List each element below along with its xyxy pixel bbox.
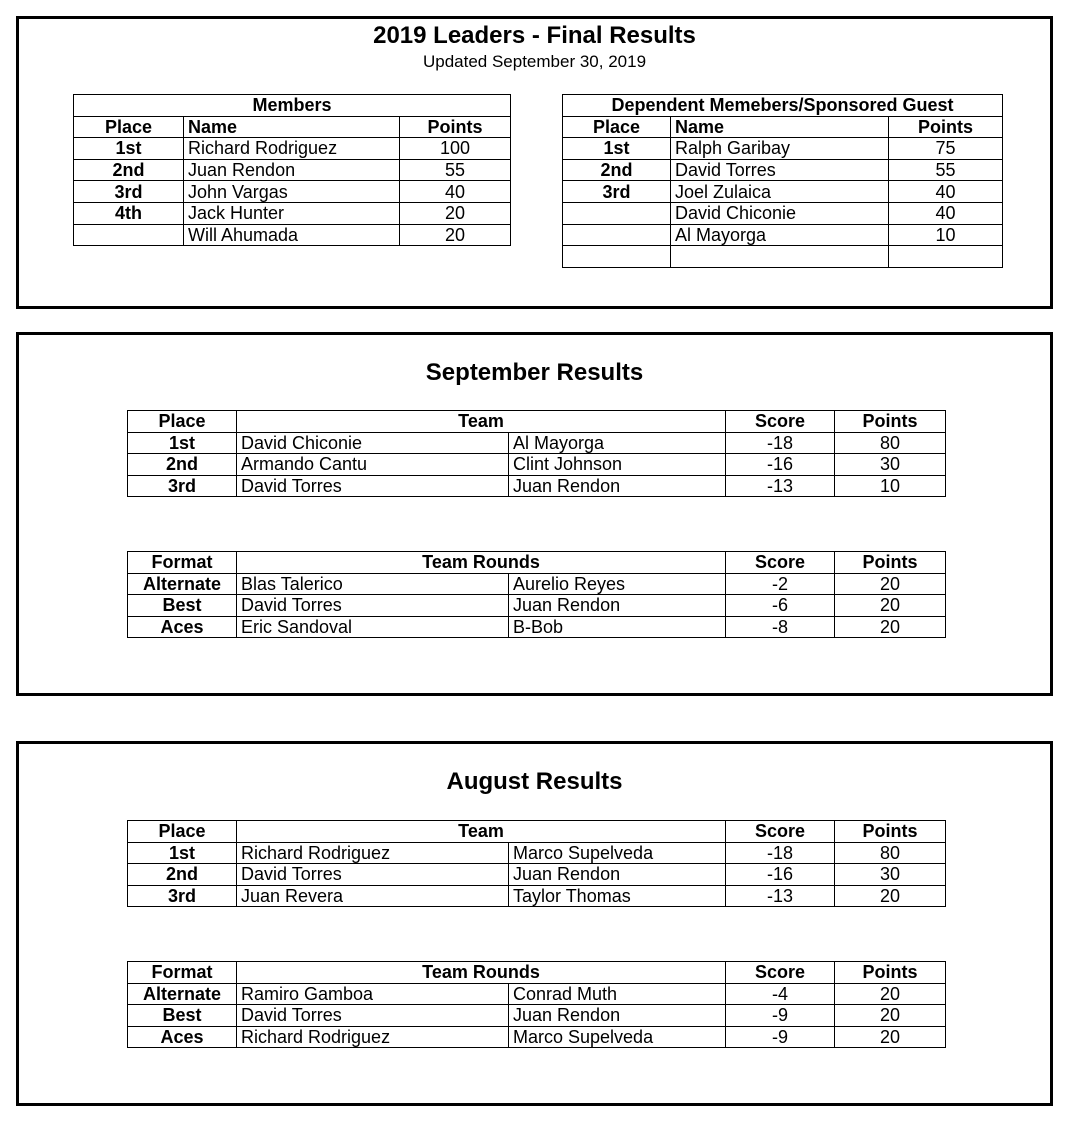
column-header: Place [74,116,184,138]
place-cell: 1st [128,432,237,454]
player-cell: Ramiro Gamboa [237,983,509,1005]
name-cell: Jack Hunter [184,202,400,224]
points-cell: 75 [889,138,1003,160]
table-row [128,616,946,638]
column-header: Score [726,962,835,984]
points-cell: 55 [400,159,511,181]
column-header: Points [835,411,946,433]
dependents-caption: Dependent Memebers/Sponsored Guest [563,95,1003,117]
table-row [563,202,1003,224]
score-cell: -2 [726,573,835,595]
table-row [128,475,946,497]
points-cell: 55 [889,159,1003,181]
score-cell: -6 [726,595,835,617]
name-cell: Will Ahumada [184,224,400,246]
player-cell: B-Bob [509,616,726,638]
september-rounds-table [127,551,946,638]
format-cell: Best [128,595,237,617]
player-cell: David Chiconie [237,432,509,454]
name-cell: John Vargas [184,181,400,203]
points-cell: 40 [889,181,1003,203]
name-cell: Al Mayorga [671,224,889,246]
name-cell: Joel Zulaica [671,181,889,203]
place-cell [563,246,671,268]
name-cell: David Torres [671,159,889,181]
september-team-table [127,410,946,497]
place-cell [74,224,184,246]
name-cell [671,246,889,268]
name-cell: Ralph Garibay [671,138,889,160]
place-cell: 2nd [563,159,671,181]
column-header: Team [237,821,726,843]
player-cell: David Torres [237,1005,509,1027]
player-cell: Armando Cantu [237,454,509,476]
column-header: Format [128,552,237,574]
table-row [128,983,946,1005]
points-cell: 10 [889,224,1003,246]
name-cell: Juan Rendon [184,159,400,181]
table-row [563,224,1003,246]
place-cell: 3rd [128,475,237,497]
column-header: Points [835,821,946,843]
leaders-panel [16,16,1053,309]
points-cell: 20 [835,1026,946,1048]
september-panel [16,332,1053,696]
table-row [563,246,1003,268]
format-cell: Best [128,1005,237,1027]
format-cell: Aces [128,1026,237,1048]
table-row [74,181,511,203]
column-header: Points [835,962,946,984]
points-cell: 20 [835,616,946,638]
table-row [74,224,511,246]
score-cell: -13 [726,885,835,907]
place-cell [563,224,671,246]
points-cell: 80 [835,842,946,864]
column-header: Points [889,116,1003,138]
points-cell: 20 [835,573,946,595]
column-header: Place [563,116,671,138]
table-row [128,864,946,886]
player-cell: Aurelio Reyes [509,573,726,595]
player-cell: Juan Rendon [509,595,726,617]
place-cell: 2nd [74,159,184,181]
player-cell: Clint Johnson [509,454,726,476]
name-cell: David Chiconie [671,202,889,224]
column-header: Points [835,552,946,574]
player-cell: Marco Supelveda [509,1026,726,1048]
player-cell: Conrad Muth [509,983,726,1005]
table-row [563,138,1003,160]
player-cell: Richard Rodriguez [237,1026,509,1048]
points-cell: 30 [835,454,946,476]
column-header: Points [400,116,511,138]
column-header: Team [237,411,726,433]
score-cell: -18 [726,842,835,864]
column-header: Name [671,116,889,138]
player-cell: Eric Sandoval [237,616,509,638]
table-row [128,1005,946,1027]
column-header: Score [726,411,835,433]
score-cell: -18 [726,432,835,454]
points-cell: 20 [835,1005,946,1027]
column-header: Score [726,552,835,574]
table-row [74,159,511,181]
points-cell: 20 [400,202,511,224]
score-cell: -8 [726,616,835,638]
points-cell: 40 [400,181,511,203]
format-cell: Alternate [128,573,237,595]
player-cell: Juan Rendon [509,475,726,497]
august-team-table [127,820,946,907]
section-title: September Results [425,359,644,386]
table-row [74,138,511,160]
player-cell: Al Mayorga [509,432,726,454]
table-row [74,202,511,224]
score-cell: -4 [726,983,835,1005]
column-header: Name [184,116,400,138]
members-caption: Members [74,95,511,117]
table-row [128,595,946,617]
points-cell: 80 [835,432,946,454]
points-cell: 20 [835,983,946,1005]
place-cell: 2nd [128,864,237,886]
score-cell: -16 [726,454,835,476]
name-cell: Richard Rodriguez [184,138,400,160]
page-title: 2019 Leaders - Final Results [373,22,696,49]
table-row [563,159,1003,181]
updated-date: Updated September 30, 2019 [422,52,647,71]
player-cell: Richard Rodriguez [237,842,509,864]
table-row [128,454,946,476]
score-cell: -16 [726,864,835,886]
august-panel [16,741,1053,1106]
table-row [128,432,946,454]
column-header: Place [128,411,237,433]
player-cell: Juan Revera [237,885,509,907]
dependents-table [562,94,1003,268]
points-cell: 20 [835,885,946,907]
august-rounds-table [127,961,946,1048]
column-header: Team Rounds [237,962,726,984]
points-cell: 20 [835,595,946,617]
section-title: August Results [446,768,623,795]
column-header: Score [726,821,835,843]
player-cell: Blas Talerico [237,573,509,595]
points-cell: 20 [400,224,511,246]
place-cell: 1st [563,138,671,160]
place-cell [563,202,671,224]
place-cell: 3rd [74,181,184,203]
points-cell: 30 [835,864,946,886]
place-cell: 3rd [563,181,671,203]
score-cell: -9 [726,1005,835,1027]
player-cell: David Torres [237,864,509,886]
column-header: Team Rounds [237,552,726,574]
points-cell: 40 [889,202,1003,224]
player-cell: Juan Rendon [509,864,726,886]
points-cell: 10 [835,475,946,497]
table-row [128,885,946,907]
table-row [563,181,1003,203]
format-cell: Aces [128,616,237,638]
table-row [128,573,946,595]
points-cell [889,246,1003,268]
place-cell: 3rd [128,885,237,907]
table-row [128,1026,946,1048]
format-cell: Alternate [128,983,237,1005]
player-cell: David Torres [237,595,509,617]
score-cell: -9 [726,1026,835,1048]
column-header: Format [128,962,237,984]
table-row [128,842,946,864]
place-cell: 4th [74,202,184,224]
place-cell: 2nd [128,454,237,476]
points-cell: 100 [400,138,511,160]
place-cell: 1st [74,138,184,160]
player-cell: Marco Supelveda [509,842,726,864]
player-cell: Juan Rendon [509,1005,726,1027]
score-cell: -13 [726,475,835,497]
column-header: Place [128,821,237,843]
player-cell: David Torres [237,475,509,497]
place-cell: 1st [128,842,237,864]
members-table [73,94,511,246]
player-cell: Taylor Thomas [509,885,726,907]
